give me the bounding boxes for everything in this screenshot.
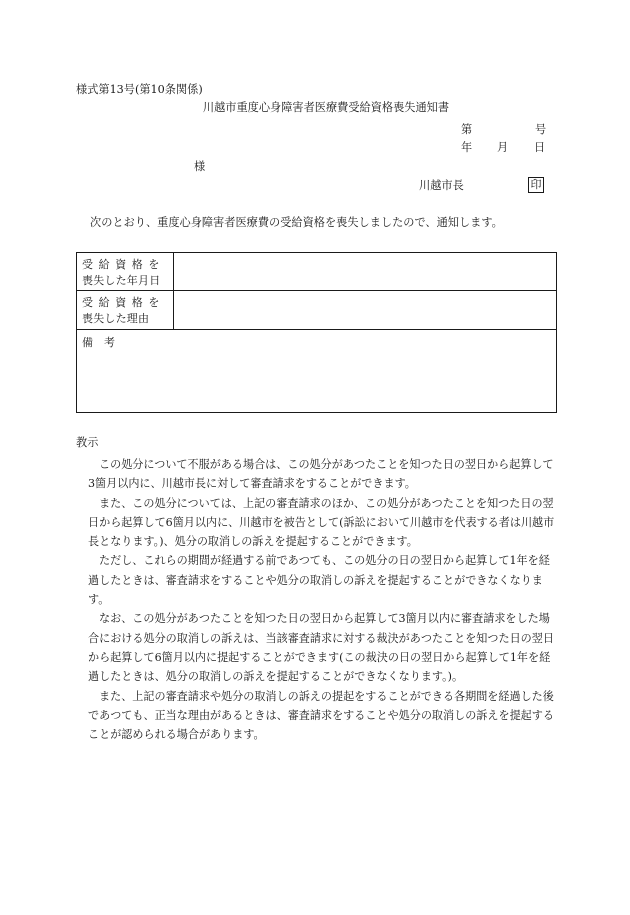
date-month-label: 月 (497, 141, 509, 154)
row-label-line2: 喪失した年月日 (82, 274, 161, 287)
seal-mark: 印 (528, 177, 544, 193)
intro-text: 次のとおり、重度心身障害者医療費の受給資格を喪失しましたので、通知します。 (90, 216, 503, 229)
issuer-name: 川越市長 (419, 179, 464, 192)
instructions-body (76, 455, 560, 744)
loss-date-field[interactable] (174, 253, 556, 290)
date-day-label: 日 (534, 141, 546, 154)
instruction-paragraph: また、上記の審査請求や処分の取消しの訴えの提起をすることができる各期間を経過した後であつても、正当な理由があるときは、審査請求をすることや処分の取消しの訴えを提起することが認められる場合があります。 (88, 689, 554, 742)
form-number: 様式第13号(第10条関係) (76, 83, 203, 96)
number-prefix: 第 (461, 123, 473, 136)
row-label-line1: 受給資格を (82, 258, 165, 271)
instructions-heading: 教示 (76, 436, 99, 449)
instruction-paragraph: なお、この処分があつたことを知つた日の翌日から起算して3箇月以内に審査請求をした場合における処分の取消しの訴えは、当該審査請求に対する裁決があつたことを知つた日の翌日から起算して6箇月以内に提起することができます(この裁決の日の翌日から起算して1年を経過したときは、処分の取消しの訴えを提起することができなくなります。)。 (88, 612, 554, 684)
date-year-label: 年 (461, 141, 473, 154)
addressee-honorific: 様 (194, 160, 206, 173)
loss-reason-field[interactable] (174, 291, 556, 329)
instruction-paragraph: ただし、これらの期間が経過する前であつても、この処分の日の翌日から起算して1年を経過したときは、審査請求をすることや処分の取消しの訴えを提起することができなくなります。 (88, 554, 550, 607)
table-row (77, 291, 556, 330)
number-suffix: 号 (535, 123, 547, 136)
row-label-line1: 受給資格を (82, 296, 165, 309)
document-title: 川越市重度心身障害者医療費受給資格喪失通知書 (202, 101, 450, 114)
row-label (77, 253, 174, 290)
instruction-paragraph: また、この処分については、上記の審査請求のほか、この処分があつたことを知つた日の翌日から起算して6箇月以内に、川越市を被告として(訴訟において川越市を代表する者は川越市長となります。)、処分の取消しの訴えを提起することができます。 (88, 496, 555, 549)
remarks-row[interactable] (77, 330, 556, 412)
row-label (77, 291, 174, 329)
table-row (77, 253, 556, 291)
row-label-line2: 喪失した理由 (82, 312, 150, 325)
instruction-paragraph: この処分について不服がある場合は、この処分があつたことを知つた日の翌日から起算して3箇月以内に、川越市長に対して審査請求をすることができます。 (88, 458, 554, 491)
remarks-label: 備 考 (82, 336, 115, 349)
info-table (76, 252, 557, 413)
